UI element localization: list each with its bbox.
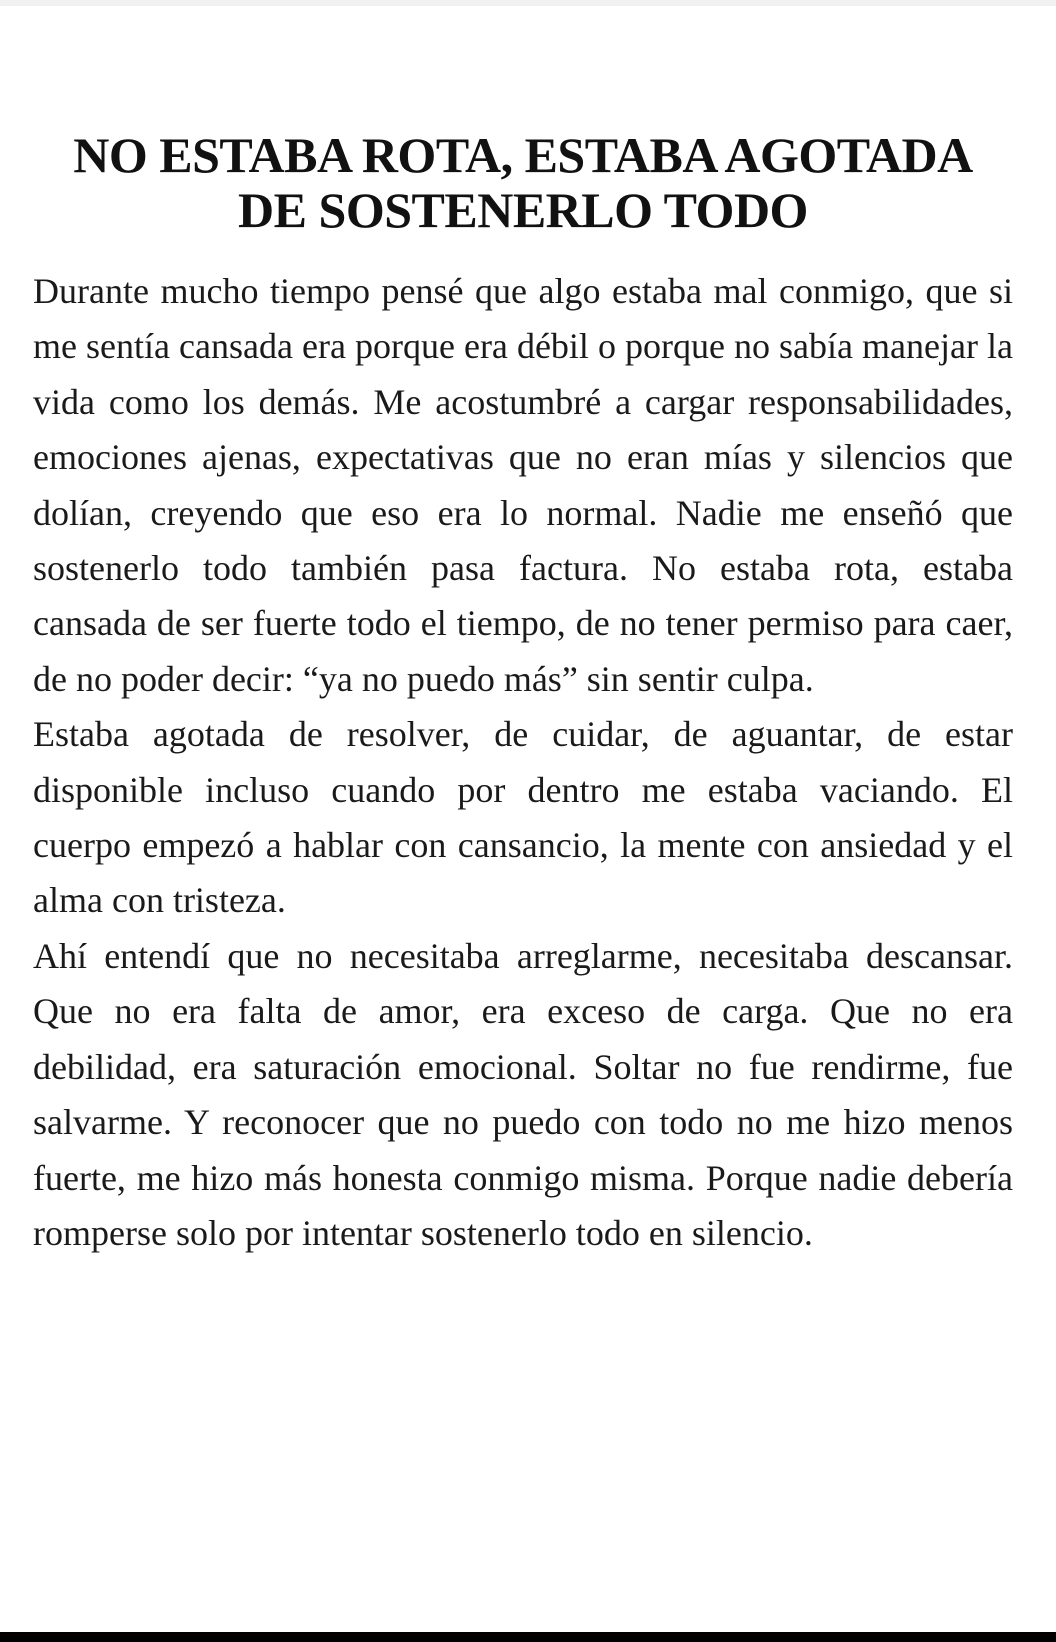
article-body [33, 264, 1013, 1261]
paragraph-1: Durante mucho tiempo pensé que algo estaba mal conmigo, que si me sentía cansada era porque era débil o porque no sabía manejar la vida como los demás. Me acostumbré a cargar responsabilidades, emociones ajenas, expectativas que no eran mías y silencios que dolían, creyendo que eso era lo normal. Nadie me enseñó que sostenerlo todo también pasa factura. No estaba rota, estaba cansada de ser fuerte todo el tiempo, de no tener permiso para caer, de no poder decir: “ya no puedo más” sin sentir culpa. [33, 271, 1013, 699]
article [33, 128, 1013, 1261]
paragraph-3: Ahí entendí que no necesitaba arreglarme, necesitaba descansar. Que no era falta de amor, era exceso de carga. Que no era debilidad, era saturación emocional. Soltar no fue rendirme, fue salvarme. Y reconocer que no puedo con todo no me hizo menos fuerte, me hizo más honesta conmigo misma. Porque nadie debería romperse solo por intentar sostenerlo todo en silencio. [33, 935, 1013, 1253]
article-title-line-1: NO ESTABA ROTA, ESTABA AGOTADA [73, 127, 973, 183]
article-title [33, 128, 1013, 238]
paragraph-2: Estaba agotada de resolver, de cuidar, de aguantar, de estar disponible incluso cuando por dentro me estaba vaciando. El cuerpo empezó a hablar con cansancio, la mente con ansiedad y el alma con tristeza. [33, 714, 1013, 921]
article-title-line-2: DE SOSTENERLO TODO [238, 182, 808, 238]
top-edge-strip [0, 0, 1056, 6]
bottom-edge-bar [0, 1632, 1056, 1642]
